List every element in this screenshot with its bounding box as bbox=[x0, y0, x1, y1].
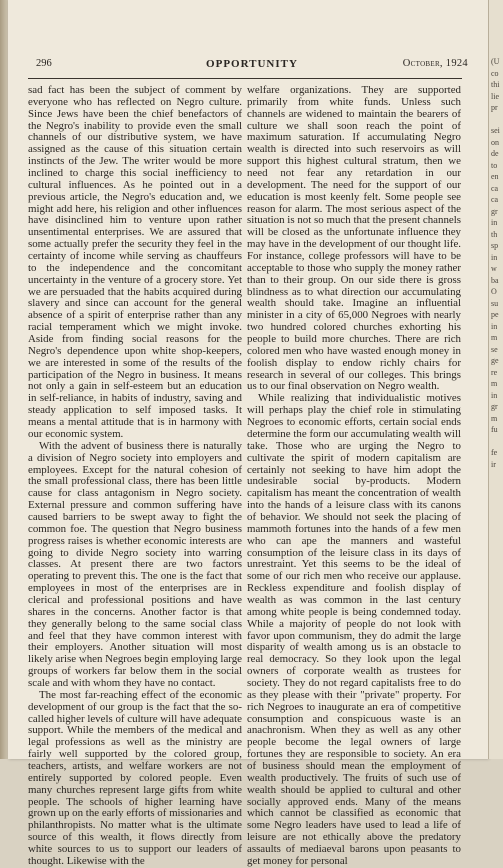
facing-page-fragment: to bbox=[491, 160, 498, 170]
facing-page-fragment: m bbox=[491, 413, 498, 423]
facing-page-fragment: co bbox=[491, 68, 499, 78]
facing-page-fragment bbox=[489, 470, 503, 482]
facing-page-fragment bbox=[489, 516, 503, 528]
facing-page-fragment: gr bbox=[491, 206, 498, 216]
facing-page-fragment: th bbox=[491, 229, 498, 239]
left-column bbox=[28, 85, 242, 868]
facing-page-fragment: fe bbox=[491, 448, 498, 457]
facing-page-fragment bbox=[489, 114, 503, 126]
facing-page-fragment: ca bbox=[491, 195, 499, 204]
facing-page-fragment bbox=[489, 654, 503, 666]
facing-page-fragment bbox=[489, 482, 503, 494]
issue-date: October, 1924 bbox=[402, 58, 468, 69]
facing-page-fragment bbox=[489, 493, 503, 505]
paragraph: While realizing that individualistic motives will perhaps play the chief role in stimulating Negroes to economic efforts, certain social ends determine the form our accumulating wealth will take. Those who are urging the Negro to cultivate the spirit of modern capitalism are certainly not seeking to have him adopt the undesirable social by-products. Modern capitalism has meant the concentration of wealth into the hands of a leisure class with its canons of behavior. We should not seek the placing of mammoth fortunes into the hands of a few men who can ape the manners and wasteful consumption of the leisure class in its days of unrestraint. Yet this seems to be the ideal of some of our rich men who receive our applause. Reckless expenditure and foolish display of wealth as was common in the last century among white people is being condemned today. While a majority of people do not look with favor upon communism, they do admit the large disparity of wealth among us is an obstacle to real democracy. So they look upon the legal owners of corporate wealth as trustees for society. They do not regard capitalists free to do as they please with their "private" property. For rich Negroes to inaugurate an era of competitive consumption and conspicuous waste is an anachronism. When they as well as any other people become the legal owners of large fortunes they are responsible to society. An era of business should mean the employment of wealth productively. The fruits of such use of wealth should be applied to cultural and other socially approved ends. Many of the means which cannot be classified as economic that some Negro leaders have used to lead a life of leisure are not ethically above the predatory assaults of mediaeval barons upon peasants to get money for personal bbox=[247, 392, 461, 867]
facing-page-fragment: on bbox=[491, 137, 499, 147]
facing-page-fragment bbox=[489, 735, 503, 747]
facing-page-fragment: w bbox=[491, 264, 497, 273]
facing-page-fragment bbox=[489, 712, 503, 724]
facing-page-fragment: m bbox=[491, 333, 498, 342]
facing-page-fragment bbox=[489, 677, 503, 689]
facing-page-fragment: se bbox=[491, 344, 498, 354]
page-number: 296 bbox=[36, 58, 52, 69]
facing-page-fragment: ge bbox=[491, 356, 499, 365]
facing-page-fragment bbox=[489, 666, 503, 678]
facing-page-fragment bbox=[489, 643, 503, 655]
facing-page-fragment: in bbox=[491, 390, 498, 400]
facing-page-fragment: lie bbox=[491, 91, 499, 101]
facing-page-fragment: (U bbox=[491, 57, 500, 66]
facing-page-fragment bbox=[489, 723, 503, 735]
facing-page-fragment bbox=[489, 608, 503, 620]
paragraph: The most far-reaching effect of the economic development of our group is the fact that the so-called higher levels of culture will have adequate support. While the members of the medical and legal professions as well as the ministry are fairly well supported by the colored group, teachers, artists, and welfare workers are not entirely supported by colored people. Even many churches represent large gifts from white people. The schools of higher learning have grown up on the early efforts of missionaries and philanthropists. No matter what is the ultimate source of this wealth, it flows directly from white sources to us to support our leaders of thought. Likewise with the bbox=[28, 688, 242, 867]
facing-page-fragment: sei bbox=[491, 126, 500, 135]
running-header bbox=[36, 58, 468, 74]
facing-page-fragment bbox=[489, 551, 503, 563]
facing-page-fragment: sp bbox=[491, 241, 499, 250]
paragraph: sad fact has been the subject of comment by everyone who has reflected on Negro culture. Since Jews have been the chief benefactors of the Negro's inability to provide even the small channels of our distributive system, we have assigned as the cause of this situation certain instincts of the Jew. The writer would be more inclined to charge this social inefficiency to cultural influences. As he pointed out in a previous article, the Negro's education and, we might add here, his religion and other influences have disinclined him to venture upon rather unsentimental enterprises. We are assured that some actually prefer the security they feel in the certainty of income while serving as chauffeurs to the independence and the concomitant uncertainty in the venture of a grocery store. Yet we are persuaded that the habits acquired during slavery and since can account for the general absence of a spirit of enterprise rather than any racial temperament which we might invoke. Aside from finding social reasons for the Negro's dependence upon white shop-keepers, we are interested in some of the results of the participation of the Negro in business. It means not only a gain in self-esteem but an education in self-reliance, in habits of industry, saving and steady application to self imposed tasks. It means a mental attitude that is in harmony with our economic system. bbox=[28, 84, 242, 440]
facing-page-fragment: m bbox=[491, 379, 498, 388]
journal-title: OPPORTUNITY bbox=[206, 58, 298, 70]
header-rule bbox=[28, 78, 462, 79]
facing-page-fragment: de bbox=[491, 149, 499, 158]
facing-page-fragment: ir bbox=[491, 459, 496, 469]
facing-page-fragment: in bbox=[491, 218, 498, 227]
facing-page-fragment bbox=[489, 631, 503, 643]
facing-page-fragment bbox=[489, 700, 503, 712]
facing-page-fragment: fu bbox=[491, 425, 498, 434]
facing-page-fragment bbox=[489, 574, 503, 586]
facing-page-fragment bbox=[489, 436, 503, 448]
facing-page-fragment bbox=[489, 689, 503, 701]
book-spine bbox=[0, 0, 8, 759]
facing-page-edge bbox=[488, 0, 503, 759]
facing-page-fragment: ca bbox=[491, 183, 499, 193]
facing-page-fragment bbox=[489, 562, 503, 574]
facing-page-fragment: su bbox=[491, 298, 499, 308]
facing-page-fragment: pe bbox=[491, 310, 499, 319]
facing-page-fragment bbox=[489, 585, 503, 597]
paragraph: With the advent of business there is naturally a division of Negro society into employers and employees. Except for the natural cohesion of the small professional class, there has been little cause for class antagonism in Negro society. External pressure and common suffering have caused barriers to be swept away to fight the common foe. The question that Negro business progress raises is whether economic interests are going to divide Negro society into warring classes. At present there are two factors operating to prevent this. The one is the fact that employees in most of the enterprises are in clerical and professional positions and have shares in the concerns. Another factor is that they generally belong to the same social class and feel that they have common interest with their employers. Another situation will most likely arise when Negroes begin employing large groups of workers far below them in the social scale and with whom they have no contact. bbox=[28, 439, 242, 689]
facing-page-fragment: ba bbox=[491, 275, 499, 285]
facing-page-fragment: O bbox=[491, 287, 497, 296]
facing-page-fragment bbox=[489, 505, 503, 517]
paragraph: welfare organizations. They are supported primarily from white funds. Unless such channels are widened to maintain the bearers of culture we shall soon reach the point of maximum saturation. If accumulating Negro wealth is directed into such reservoirs as will support this highest cultural stratum, then we need not fear any retardation in our development. The need for the support of our education is most keenly felt. Some people see reason for alarm. The most serious aspect of the situation is not so much that the present channels will be closed as the unfortunate influence they may have in the development of our thought life. For instance, college professors will have to be acceptable to those who supply the money rather than to their group. On our side there is gross blindness as to what direction our accumulating wealth should take. Imagine an influential minister in a city of 65,000 Negroes with nearly two hundred colored churches exhorting his people to build more churches. There are rich colored men who have wasted enough money in foolish display to endow richly chairs for research in several of our colleges. This brings us to our final observation on Negro wealth. bbox=[247, 84, 461, 393]
facing-page-fragment: in bbox=[491, 252, 498, 262]
facing-page-fragment: in bbox=[491, 321, 498, 331]
facing-page-fragment bbox=[489, 539, 503, 551]
facing-page-fragment: pr bbox=[491, 103, 498, 112]
facing-page-fragment bbox=[489, 528, 503, 540]
facing-page-fragment bbox=[489, 620, 503, 632]
facing-page-fragment: gr bbox=[491, 402, 498, 411]
facing-page-fragment: en bbox=[491, 172, 499, 181]
facing-page-fragment: re bbox=[491, 367, 498, 377]
right-column bbox=[247, 85, 461, 868]
facing-page-fragment bbox=[489, 597, 503, 609]
facing-page-fragment: thi bbox=[491, 80, 500, 89]
